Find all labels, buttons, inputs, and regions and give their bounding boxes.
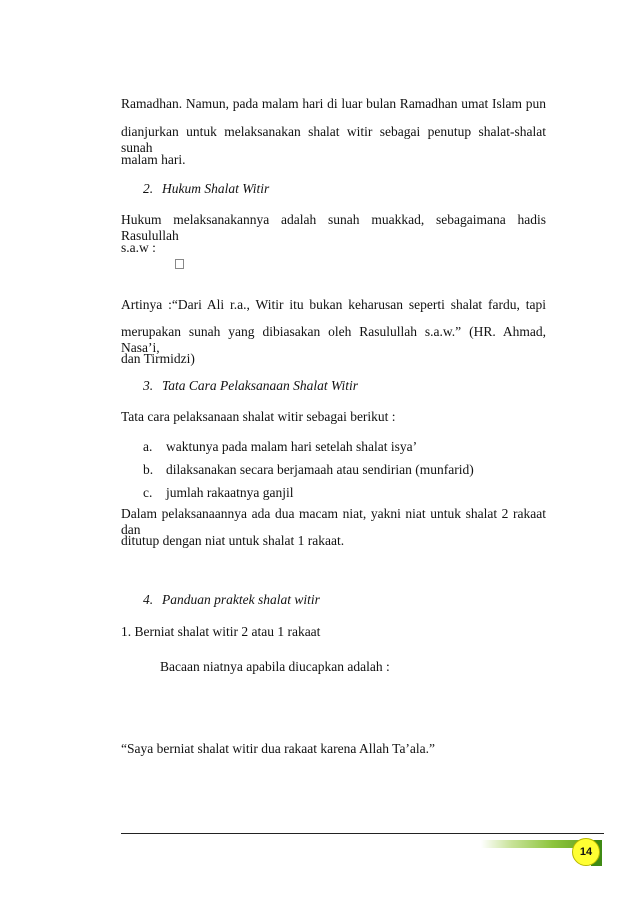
paragraph-line: s.a.w : (121, 240, 156, 255)
quote-text: “Saya berniat shalat witir dua rakaat karena Allah Ta’ala.” (121, 741, 436, 756)
section-heading: Hukum Shalat Witir (162, 181, 270, 196)
paragraph-line: dan Tirmidzi) (121, 351, 195, 366)
list-item: dilaksanakan secara berjamaah atau sendirian (munfarid) (166, 462, 474, 477)
paragraph-line: malam hari. (121, 152, 186, 167)
paragraph-line: ditutup dengan niat untuk shalat 1 rakaat. (121, 533, 345, 548)
heading-number: 3. (143, 378, 154, 393)
page-number-badge: 14 (572, 838, 600, 866)
list-marker: c. (143, 485, 153, 500)
paragraph-line: Artinya :“Dari Ali r.a., Witir itu bukan keharusan seperti shalat fardu, tapi (121, 297, 546, 312)
paragraph-line: Bacaan niatnya apabila diucapkan adalah : (160, 659, 390, 674)
step-text: 1. Berniat shalat witir 2 atau 1 rakaat (121, 624, 321, 639)
paragraph-line: Ramadhan. Namun, pada malam hari di luar bulan Ramadhan umat Islam pun (121, 96, 546, 111)
list-item: waktunya pada malam hari setelah shalat isya’ (166, 439, 418, 454)
section-heading: Tata Cara Pelaksanaan Shalat Witir (162, 378, 359, 393)
heading-number: 2. (143, 181, 154, 196)
list-marker: a. (143, 439, 153, 454)
paragraph-line: Hukum melaksanakannya adalah sunah muakkad, sebagaimana hadis Rasulullah (121, 212, 546, 243)
paragraph-line: merupakan sunah yang dibiasakan oleh Rasulullah s.a.w.” (HR. Ahmad, Nasa’i, (121, 324, 546, 355)
paragraph-line: dianjurkan untuk melaksanakan shalat witir sebagai penutup shalat-shalat sunah (121, 124, 546, 155)
paragraph-line: Dalam pelaksanaannya ada dua macam niat, yakni niat untuk shalat 2 rakaat dan (121, 506, 546, 537)
heading-number: 4. (143, 592, 154, 607)
paragraph-line: Tata cara pelaksanaan shalat witir sebagai berikut : (121, 409, 396, 424)
list-marker: b. (143, 462, 154, 477)
footer-rule (121, 833, 604, 834)
missing-glyph-icon (175, 259, 184, 269)
list-item: jumlah rakaatnya ganjil (166, 485, 294, 500)
section-heading: Panduan praktek shalat witir (162, 592, 320, 607)
